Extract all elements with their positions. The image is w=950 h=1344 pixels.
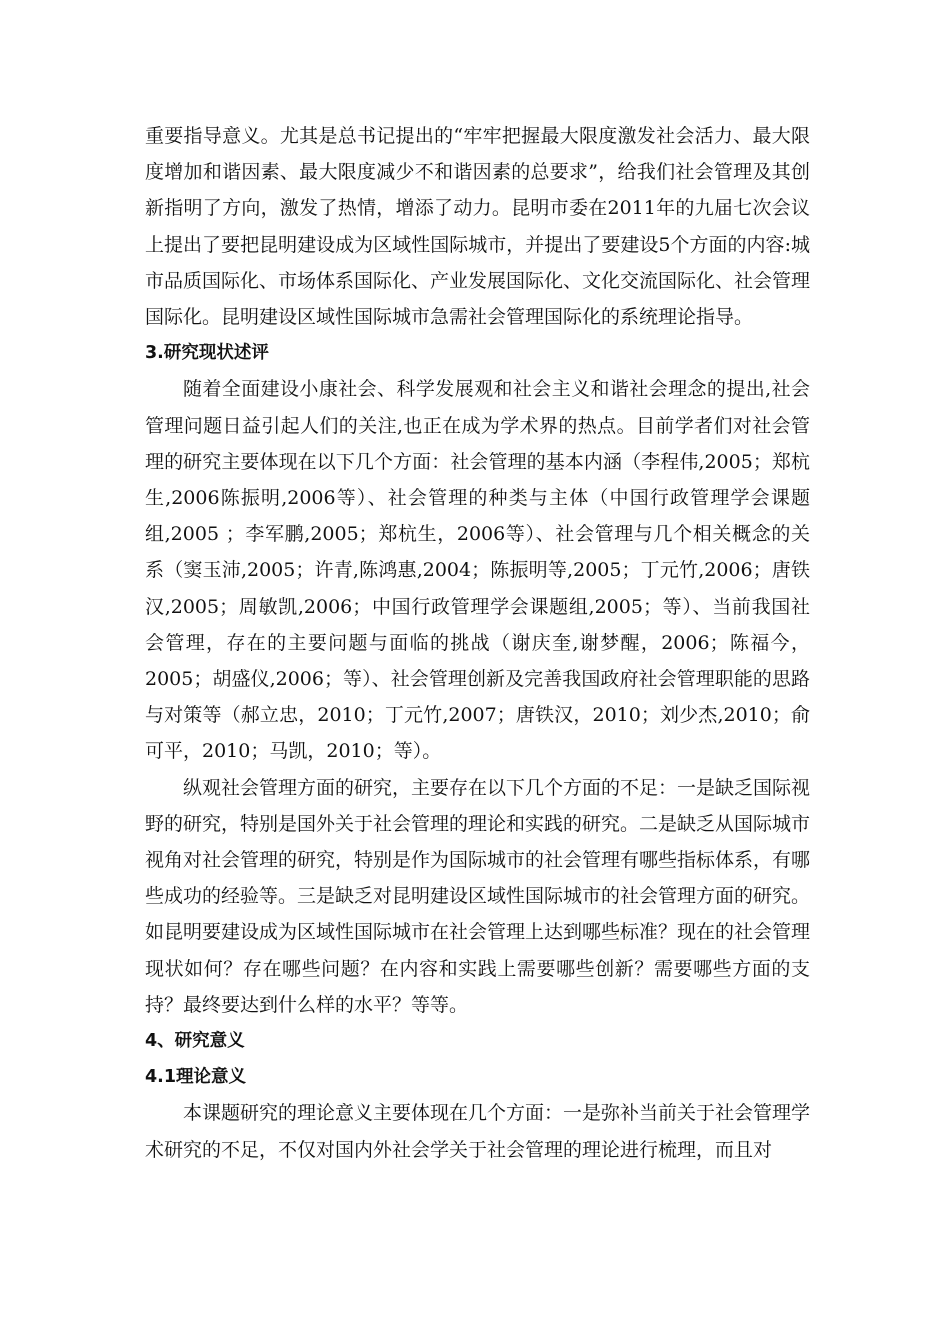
- section-heading-4: 4、研究意义: [145, 1031, 245, 1052]
- paragraph-research-review: 随着全面建设小康社会、科学发展观和社会主义和谐社会理念的提出,社会管理问题日益引起人们的关注,也正在成为学术界的热点。目前学者们对社会管理的研究主要体现在以下几个方面：社会管理的基本内涵（李程伟,2005；郑杭生,2006陈振明,2006等）、社会管理的种类与主体（中国行政管理学会课题组,2005 ；李军鹏,2005；郑杭生，2006等）、社会管理与几个相关概念的关系（窦玉沛,2005；许青,陈鸿惠,2004；陈振明等,2005；丁元竹,2006；唐铁汉,2005；周敏凯,2006；中国行政管理学会课题组,2005；等）、当前我国社会管理，存在的主要问题与面临的挑战（谢庆奎,谢梦醒，2006；陈福今，2005；胡盛仪,2006；等）、社会管理创新及完善我国政府社会管理职能的思路与对策等（郝立忠，2010；丁元竹,2007；唐铁汉，2010；刘少杰,2010；俞可平，2010；马凯，2010；等）。: [145, 378, 810, 763]
- paragraph-theoretical-significance: 本课题研究的理论意义主要体现在几个方面：一是弥补当前关于社会管理学术研究的不足，不仅对国内外社会学关于社会管理的理论进行梳理，而且对: [145, 1102, 811, 1161]
- paragraph-continued: 重要指导意义。尤其是总书记提出的“牢牢把握最大限度激发社会活力、最大限度增加和谐因素、最大限度减少不和谐因素的总要求”，给我们社会管理及其创新指明了方向，激发了热情，增添了动力。昆明市委在2011年的九届七次会议上提出了要把昆明建设成为区域性国际城市，并提出了要建设5个方面的内容:城市品质国际化、市场体系国际化、产业发展国际化、文化交流国际化、社会管理国际化。昆明建设区域性国际城市急需社会管理国际化的系统理论指导。: [145, 125, 811, 329]
- subsection-heading-4-1: 4.1理论意义: [145, 1067, 247, 1088]
- document-body: [145, 118, 810, 1168]
- paragraph-research-deficiency: 纵观社会管理方面的研究，主要存在以下几个方面的不足：一是缺乏国际视野的研究，特别是国外关于社会管理的理论和实践的研究。二是缺乏从国际城市视角对社会管理的研究，特别是作为国际城市的社会管理有哪些指标体系，有哪些成功的经验等。三是缺乏对昆明建设区域性国际城市的社会管理方面的研究。如昆明要建设成为区域性国际城市在社会管理上达到哪些标准？现在的社会管理现状如何？存在哪些问题？在内容和实践上需要哪些创新？需要哪些方面的支持？最终要达到什么样的水平？等等。: [145, 776, 811, 1016]
- section-heading-3: 3.研究现状述评: [145, 343, 269, 364]
